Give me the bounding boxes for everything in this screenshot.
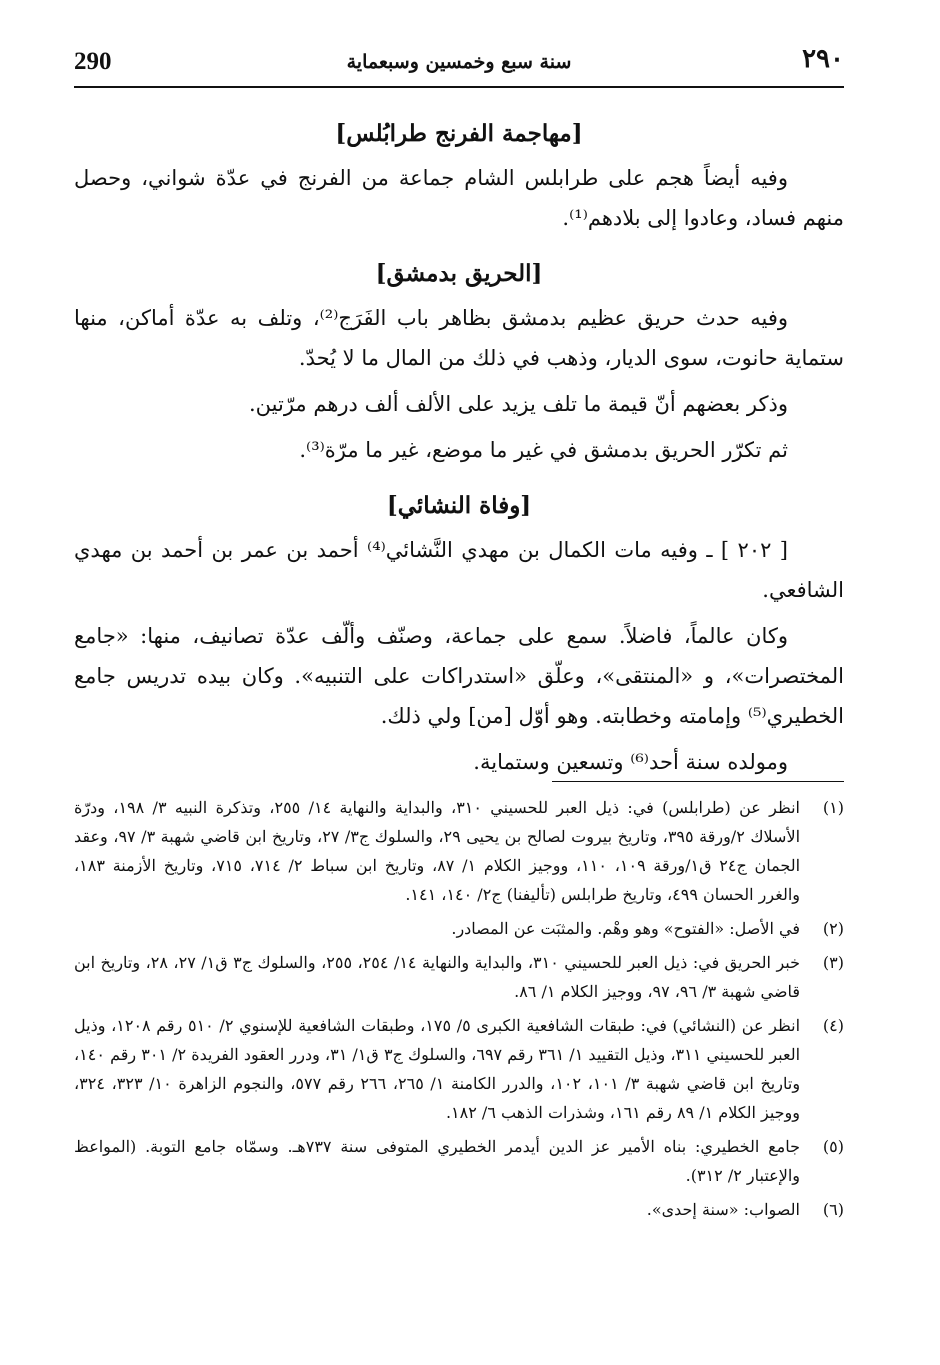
footnotes <box>74 793 844 1229</box>
footnote <box>74 1132 844 1190</box>
paragraph: ثم تكرّر الحريق بدمشق في غير ما موضع، غير ما مرّة⁽³⁾. <box>299 438 788 462</box>
running-header <box>74 42 844 82</box>
footnote-text: انظر عن (طرابلس) في: ذيل العبر للحسيني ٣١٠، والبداية والنهاية ١٤/ ٢٥٥، وتذكرة النبيه ٣/ ١٩٨، ودرّة الأسلاك ٢/ورقة ٣٩٥، وتاريخ بيروت لصالح بن يحيى ٢٩، والسلوك ج٣/ ٢٧، وتاريخ ابن قاضي شهبة ٣/ ٩٧، وعقد الجمان ج٢٤ ق١/ورقة ١٠٩، ١١٠، ووجيز الكلام ١/ ٨٧، وتاريخ ابن سباط ٢/ ٧١٤، ٧١٥، وتاريخ الأزمنة ١٨٣، والغرر الحسان ٤٩٩، وتاريخ طرابلس (تأليفنا) ج٢/ ١٤٠، ١٤١. <box>74 798 801 904</box>
running-title: سنة سبع وخمسين وسبعماية <box>346 51 572 73</box>
footnote-number: (٣) <box>822 953 844 972</box>
paragraph: وكان عالماً، فاضلاً. سمع على جماعة، وصنّف وألّف عدّة تصانيف، منها: «جامع المختصرات»، و «المنتقى»، وعلّق «استدراكات على التنبيه». وكان بيده تدريس جامع الخطيري⁽⁵⁾ وإمامته وخطابته. وهو أوّل [من] ولي ذلك. <box>74 624 844 728</box>
footnote <box>74 1195 844 1224</box>
paragraph: وذكر بعضهم أنّ قيمة ما تلف يزيد على الألف ألف درهم مرّتين. <box>249 392 788 416</box>
footnote-text: انظر عن (النشائي) في: طبقات الشافعية الكبرى ٥/ ١٧٥، وطبقات الشافعية للإسنوي ٢/ ٥١٠ رقم ١٢٠٨، وذيل العبر للحسيني ٣١١، وذيل التقييد ١/ ٣٦١ رقم ٦٩٧، والسلوك ج٣ ق١/ ٣١، ودرر العقود الفريدة ٢/ ٣٠١ رقم ١٤٠، وتاريخ ابن قاضي شهبة ٣/ ١٠١، ١٠٢، والدرر الكامنة ١/ ٢٦٥، ٢٦٦ رقم ٥٧٧، والنجوم الزاهرة ١٠/ ٣٢٣، ٣٢٤، ووجيز الكلام ١/ ٨٩ رقم ١٦١، وشذرات الذهب ٦/ ١٨٢. <box>74 1016 801 1122</box>
footnote-text: في الأصل: «الفتوح» وهو وهْم. والمثبَت عن المصادر. <box>451 919 800 938</box>
paragraph: وفيه أيضاً هجم على طرابلس الشام جماعة من الفرنج في عدّة شواني، وحصل منهم فساد، وعادوا إلى بلادهم⁽¹⁾. <box>74 166 844 230</box>
footnote-number: (٥) <box>822 1137 844 1156</box>
footnote <box>74 793 844 909</box>
footnote-number: (٦) <box>822 1200 844 1219</box>
footnote-number: (٤) <box>822 1016 844 1035</box>
section-heading: [وفاة النشائي] <box>386 492 532 519</box>
biography-entry: [ ٢٠٢ ] ـ وفيه مات الكمال بن مهدي النَّشائي⁽⁴⁾ أحمد بن عمر بن أحمد بن مهدي الشافعي. <box>74 538 844 602</box>
section-heading: [مهاجمة الفرنج طرابُلس] <box>335 120 583 147</box>
footnote-text: الصواب: «سنة إحدى». <box>646 1200 800 1219</box>
footnote-text: خبر الحريق في: ذيل العبر للحسيني ٣١٠، والبداية والنهاية ١٤/ ٢٥٤، ٢٥٥، والسلوك ج٣ ق١/ ٢٧، ٢٨، وتاريخ ابن قاضي شهبة ٣/ ٩٦، ٩٧، ووجيز الكلام ١/ ٨٦. <box>74 953 801 1001</box>
footnote-text: جامع الخطيري: بناه الأمير عز الدين أيدمر الخطيري المتوفى سنة ٧٣٧هـ. وسمّاه جامع التوبة. (المواعظ والإعتبار ٢/ ٣١٢). <box>74 1137 800 1185</box>
footnote <box>74 914 844 943</box>
paragraph: وفيه حدث حريق عظيم بدمشق بظاهر باب الفَرَج⁽²⁾، وتلف به عدّة أماكن، منها ستماية حانوت، سوى الديار، وذهب في ذلك من المال ما لا يُحدّ. <box>74 306 844 370</box>
section-heading: [الحريق بدمشق] <box>375 260 543 287</box>
footnote <box>74 1011 844 1127</box>
footnote-rule <box>552 781 844 782</box>
page-number-arabic: ٢٩٠ <box>802 44 844 74</box>
main-text <box>74 110 844 782</box>
page-number-latin: 290 <box>74 48 112 75</box>
footnote-number: (٢) <box>822 919 844 938</box>
footnote-number: (١) <box>822 798 844 817</box>
footnote <box>74 948 844 1006</box>
header-rule <box>74 86 844 88</box>
paragraph: ومولده سنة أحد⁽⁶⁾ وتسعين وستماية. <box>473 750 788 774</box>
